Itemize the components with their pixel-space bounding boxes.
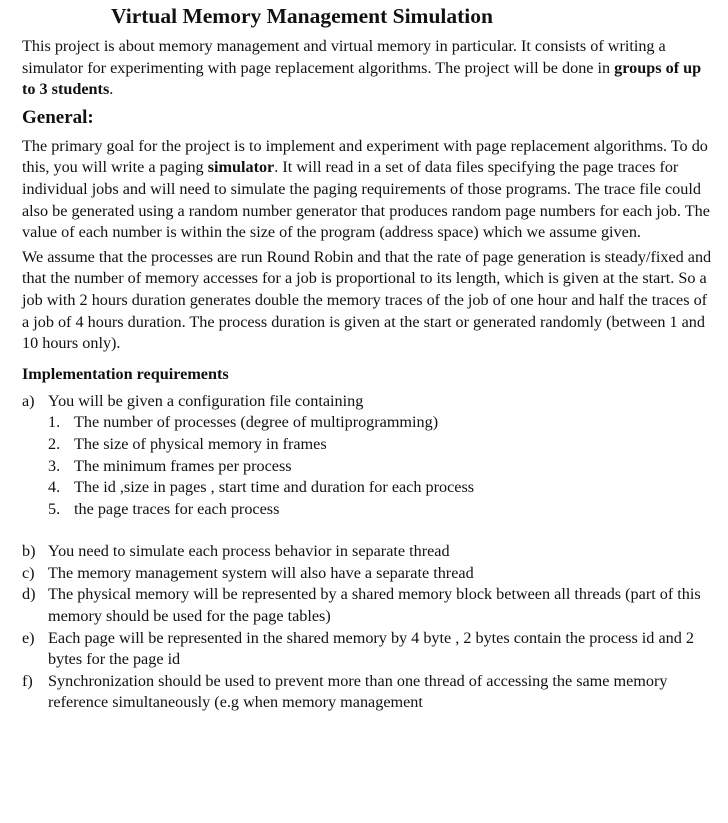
general-p1-text-end: . It will read in a set of data files specifying the page traces for individual jobs and will need to simulate the paging requirements of those programs. The trace file could also be generated using a random number generator that produces random page numbers for each job. The value of each number is within the size of the program (address space) which we assume given.	[22, 158, 710, 242]
config-item-number: 5.	[48, 499, 61, 518]
general-paragraph-2: We assume that the processes are run Round Robin and that the rate of page generation is steady/fixed and that the number of memory accesses for a job is proportional to its length, which is given at the start. So a job with 2 hours duration generates double the memory traces of the job of one hour and half the traces of a job of 4 hours duration. The process duration is given at the start or generated randomly (between 1 and 10 hours only).	[22, 247, 712, 353]
general-heading: General:	[22, 106, 94, 128]
config-item-5	[22, 499, 712, 521]
config-item-text: The id ,size in pages , start time and duration for each process	[74, 478, 475, 497]
requirement-text: The physical memory will be represented by a shared memory block between all threads (part of this memory should be used for the page tables)	[48, 585, 701, 626]
requirement-text: Synchronization should be used to prevent more than one thread of accessing the same memory reference simultaneously (e.g when memory management	[48, 671, 668, 712]
requirement-c	[22, 563, 712, 585]
document-title: Virtual Memory Management Simulation	[111, 4, 493, 28]
requirement-marker: b)	[22, 542, 36, 561]
config-item-text: The size of physical memory in frames	[74, 434, 327, 453]
config-item-1	[22, 412, 712, 434]
requirement-text: You need to simulate each process behavior in separate thread	[48, 542, 450, 561]
config-item-number: 2.	[48, 434, 61, 453]
requirement-text: You will be given a configuration file containing	[48, 391, 364, 410]
document-page	[22, 0, 712, 714]
implementation-heading: Implementation requirements	[22, 364, 229, 383]
requirement-a	[22, 391, 712, 413]
config-item-text: The minimum frames per process	[74, 456, 292, 475]
general-p1-bold-text: simulator	[207, 158, 275, 177]
config-item-3	[22, 456, 712, 478]
requirement-text: Each page will be represented in the shared memory by 4 byte , 2 bytes contain the process id and 2 bytes for the page id	[48, 628, 694, 669]
requirement-text: The memory management system will also have a separate thread	[48, 563, 474, 582]
config-item-number: 1.	[48, 413, 61, 432]
requirement-marker: f)	[22, 671, 33, 690]
intro-bold-text: groups of up to 3 students	[22, 58, 702, 99]
config-item-number: 3.	[48, 456, 61, 475]
requirement-e	[22, 628, 712, 671]
requirement-marker: a)	[22, 391, 35, 410]
config-item-number: 4.	[48, 478, 61, 497]
config-item-text: The number of processes (degree of multiprogramming)	[74, 413, 439, 432]
config-item-2	[22, 434, 712, 456]
config-item-4	[22, 477, 712, 499]
requirement-f	[22, 671, 712, 714]
requirement-marker: e)	[22, 628, 35, 647]
general-paragraph-1	[22, 136, 712, 244]
list-spacer	[22, 520, 712, 541]
requirement-d	[22, 584, 712, 627]
requirement-marker: c)	[22, 563, 35, 582]
general-p1-text: The primary goal for the project is to implement and experiment with page replacement algorithms. To do this, you will write a paging	[22, 136, 708, 177]
requirement-marker: d)	[22, 585, 36, 604]
intro-paragraph	[22, 36, 712, 101]
requirement-b	[22, 541, 712, 563]
intro-text: This project is about memory management and virtual memory in particular. It consists of writing a simulator for experimenting with page replacement algorithms. The project will be done in	[22, 37, 666, 77]
intro-text-end: .	[109, 80, 114, 99]
config-item-text: the page traces for each process	[74, 499, 280, 518]
